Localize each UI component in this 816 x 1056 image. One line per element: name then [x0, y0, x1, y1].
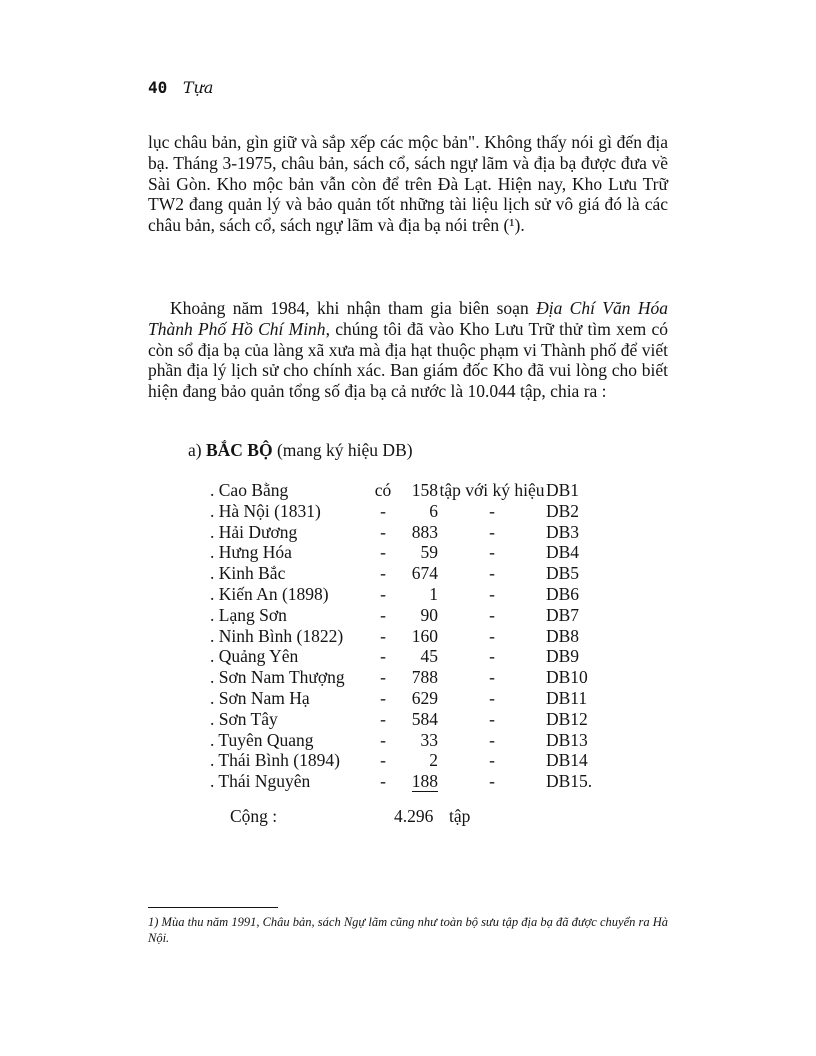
registry-code: DB15.: [546, 771, 593, 792]
marker: -: [380, 771, 386, 792]
section-suffix: (mang ký hiệu DB): [272, 440, 413, 460]
volume-unit: -: [489, 625, 495, 646]
volume-count: 45: [420, 646, 438, 667]
marker: -: [380, 542, 386, 563]
volume-unit: -: [489, 583, 495, 604]
registry-code: DB9: [546, 646, 580, 667]
volume-count: 158: [411, 480, 438, 500]
table-row: [210, 480, 606, 501]
region-name: . Hải Dương: [210, 521, 298, 542]
marker: -: [380, 625, 386, 646]
running-title: Tựa: [182, 78, 214, 97]
table-row: [210, 522, 606, 543]
table-row: [210, 542, 606, 563]
volume-count: 2: [429, 750, 438, 771]
region-name: . Tuyên Quang: [210, 729, 314, 750]
footnote-divider: [148, 907, 278, 908]
table-row: [210, 646, 606, 667]
table-row: [210, 605, 606, 626]
volume-unit: -: [489, 729, 495, 750]
marker: có: [374, 480, 392, 500]
registry-code: DB11: [546, 687, 588, 708]
paragraph-1: lục châu bản, gìn giữ và sắp xếp các mộc bản". Không thấy nói gì đến địa bạ. Tháng 3-1975, châu bản, sách cổ, sách ngự lãm và địa bạ được đưa về Sài Gòn. Kho mộc bản vẫn còn để trên Đà Lạt. Hiện nay, Kho Lưu Trữ TW2 đang quản lý và bảo quản tốt những tài liệu lịch sử vô giá đó là các châu bản, sách cổ, sách ngự lãm và địa bạ nói trên (¹).: [148, 132, 668, 236]
registry-code: DB14: [546, 750, 588, 771]
volume-count-value: 188: [411, 771, 438, 792]
total-value: 4.296: [394, 806, 434, 826]
section-prefix: a): [188, 440, 206, 460]
region-name: . Sơn Tây: [210, 708, 278, 729]
table-row: [210, 501, 606, 522]
marker: -: [380, 667, 386, 688]
region-name: . Hà Nội (1831): [210, 500, 321, 521]
region-name: . Kinh Bắc: [210, 563, 286, 584]
region-name: . Cao Bằng: [210, 480, 289, 500]
volume-unit: -: [489, 750, 495, 771]
volume-unit: -: [489, 646, 495, 667]
registry-code: DB4: [546, 542, 580, 563]
region-name: . Thái Bình (1894): [210, 750, 340, 771]
region-name: . Thái Nguyên: [210, 771, 311, 792]
volume-count: 584: [411, 708, 438, 729]
volume-count: 59: [420, 542, 438, 563]
marker: -: [380, 583, 386, 604]
region-name: . Sơn Nam Hạ: [210, 687, 310, 708]
paragraph-2: [148, 298, 668, 402]
volume-count: [398, 771, 438, 792]
page-number: 40: [148, 78, 168, 97]
volume-unit: -: [489, 500, 495, 521]
registry-code: DB1: [546, 480, 580, 500]
region-name: . Quảng Yên: [210, 646, 299, 667]
table-row: [210, 771, 606, 792]
table-row: [210, 584, 606, 605]
registry-code: DB6: [546, 583, 580, 604]
table-row: [210, 750, 606, 771]
registry-code: DB3: [546, 521, 580, 542]
volume-unit: -: [489, 708, 495, 729]
footnote: 1) Mùa thu năm 1991, Châu bản, sách Ngự lãm cũng như toàn bộ sưu tập địa bạ đã được chuyển ra Hà Nội.: [148, 915, 669, 945]
registry-code: DB10: [546, 667, 588, 688]
volume-unit: -: [489, 667, 495, 688]
volume-unit: -: [489, 563, 495, 584]
marker: -: [380, 500, 386, 521]
marker: -: [380, 563, 386, 584]
volume-count: 1: [429, 583, 438, 604]
volume-unit: -: [489, 521, 495, 542]
table-row: [210, 563, 606, 584]
table-row: [210, 688, 606, 709]
volume-count: 33: [420, 729, 438, 750]
volume-unit: tập với ký hiệu: [439, 480, 545, 500]
region-name: . Hưng Hóa: [210, 542, 292, 563]
marker: -: [380, 604, 386, 625]
volume-unit: -: [489, 604, 495, 625]
registry-code: DB2: [546, 500, 580, 521]
marker: -: [380, 521, 386, 542]
marker: -: [380, 708, 386, 729]
volume-count: 674: [411, 563, 438, 584]
registry-code: DB7: [546, 604, 580, 625]
section-heading: [188, 440, 413, 461]
volume-count: 788: [411, 667, 438, 688]
marker: -: [380, 646, 386, 667]
table-row: [210, 709, 606, 730]
registry-code: DB8: [546, 625, 580, 646]
table-row: [210, 626, 606, 647]
total-label: Cộng :: [230, 806, 278, 826]
section-region: BẮC BỘ: [205, 440, 273, 460]
region-name: . Lạng Sơn: [210, 604, 287, 625]
volume-count: 160: [411, 625, 438, 646]
volume-unit: -: [489, 542, 495, 563]
book-title-italic: Địa Chí Văn Hóa Thành Phố Hồ Chí Minh: [148, 298, 668, 339]
paragraph-2-text-before: Khoảng năm 1984, khi nhận tham gia biên soạn: [170, 298, 537, 318]
registry-code: DB13: [546, 729, 588, 750]
volume-count: 90: [420, 604, 438, 625]
region-name: . Ninh Bình (1822): [210, 625, 344, 646]
volume-unit: -: [489, 687, 495, 708]
registry-code: DB5: [546, 563, 580, 584]
table-row: [210, 667, 606, 688]
region-name: . Sơn Nam Thượng: [210, 667, 345, 688]
registry-table: [210, 480, 606, 792]
paragraph-2-text-after: , chúng tôi đã vào Kho Lưu Trữ thử tìm xem có còn sổ địa bạ của làng xã xưa mà địa hạt thuộc phạm vi Thành phố để viết phần địa lý lịch sử cho chính xác. Ban giám đốc Kho đã vui lòng cho biết hiện đang bảo quản tổng số địa bạ cả nước là 10.044 tập, chia ra :: [148, 318, 668, 402]
marker: -: [380, 729, 386, 750]
volume-count: 629: [411, 687, 438, 708]
volume-unit: -: [489, 771, 495, 792]
region-name: . Kiến An (1898): [210, 583, 329, 604]
total-unit: tập: [449, 806, 471, 826]
volume-count: 883: [411, 521, 438, 542]
marker: -: [380, 687, 386, 708]
registry-code: DB12: [546, 708, 588, 729]
running-header: [148, 78, 213, 97]
table-row: [210, 730, 606, 751]
volume-count: 6: [429, 500, 438, 521]
marker: -: [380, 750, 386, 771]
